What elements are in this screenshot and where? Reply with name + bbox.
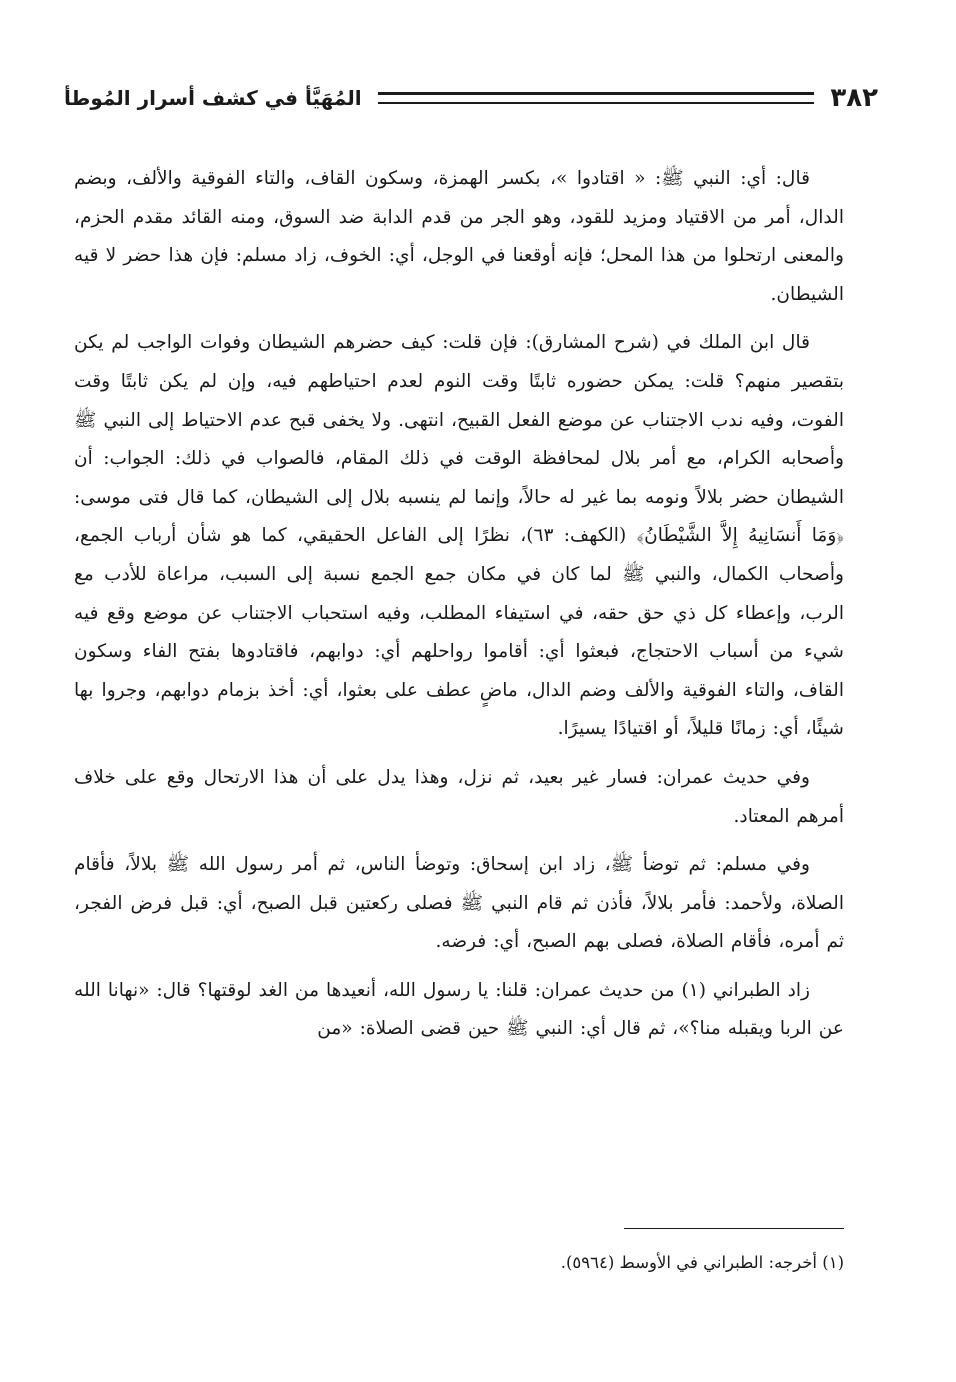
paragraph-5: زاد الطبراني (١) من حديث عمران: قلنا: يا رسول الله، أنعيدها من الغد لوقتها؟ قال: «نهانا الله عن الربا ويقبله منا؟»، ثم قال أي: النبي ﷺ حين قضى الصلاة: «من (74, 979, 844, 1040)
paragraph-2: قال ابن الملك في (شرح المشارق): فإن قلت: كيف حضرهم الشيطان وفوات الواجب لم يكن بتقصير منهم؟ قلت: يمكن حضوره ثابتًا وقت النوم لعدم احتياطهم فيه، وإن لم يكن ثابتًا وقت الفوت، وفيه ندب الاجتناب عن موضع الفعل القبيح، انتهى. ولا يخفى قبح عدم الاحتياط إلى النبي ﷺ وأصحابه الكرام، مع أمر بلال لمحافظة الوقت في ذلك المقام، فالصواب في ذلك: الجواب: أن الشيطان حضر بلالاً ونومه بما غير له حالاً، وإنما لم ينسبه بلال إلى الشيطان، كما قال فتى موسى: ﴿وَمَا أَنسَانِيهُ إِلاَّ الشَّيْطَانُ﴾ (الكهف: ٦٣)، نظرًا إلى الفاعل الحقيقي، كما هو شأن أرباب الجمع، وأصحاب الكمال، والنبي ﷺ لما كان في مكان جمع الجمع نسبة إلى السبب، مراعاة للأدب مع الرب، وإعطاء كل ذي حق حقه، في استيفاء المطلب، وفيه استحباب الاجتناب عن موضع وقع فيه شيء من أسباب الاحتجاج، فبعثوا أي: أقاموا رواحلهم أي: دوابهم، فاقتادوها بفتح الفاء وسكون القاف، والتاء الفوقية والألف وضم الدال، ماضٍ عطف على بعثوا، أي: أخذ بزمام دوابهم، وجروا بها شيئًا، أي: زمانًا قليلاً، أو اقتيادًا يسيرًا. (74, 332, 844, 740)
page-header (64, 78, 878, 118)
footnote: (١) أخرجه: الطبراني في الأوسط (٥٩٦٤). (560, 1253, 844, 1272)
footnote-separator (624, 1228, 844, 1229)
book-title: المُهَيَّأ في كشف أسرار المُوطأ (64, 86, 362, 110)
paragraph-4: وفي مسلم: ثم توضأ ﷺ، زاد ابن إسحاق: وتوضأ الناس، ثم أمر رسول الله ﷺ بلالاً، فأقام الصلاة، ولأحمد: فأمر بلالاً، فأذن ثم قام النبي ﷺ فصلى ركعتين قبل الصبح، أي: قبل فرض الفجر، ثم أمره، فأقام الصلاة، فصلى بهم الصبح، أي: فرضه. (74, 854, 844, 953)
header-rule (378, 92, 815, 104)
body-text (74, 160, 844, 1059)
paragraph-3: وفي حديث عمران: فسار غير بعيد، ثم نزل، وهذا يدل على أن هذا الارتحال وقع على خلاف أمرهم المعتاد. (74, 766, 844, 827)
page-number: ٣٨٢ (830, 83, 878, 113)
paragraph-1: قال: أي: النبي ﷺ: « اقتادوا »، بكسر الهمزة، وسكون القاف، والتاء الفوقية والألف، وبضم الدال، أمر من الاقتياد ومزيد للقود، وهو الجر من قدم الدابة ضد السوق، ومنه القائد مقدم الحزم، والمعنى ارتحلوا من هذا المحل؛ فإنه أوقعنا في الوجل، أي: الخوف، زاد مسلم: فإن هذا حضر لا قيه الشيطان. (74, 168, 844, 305)
